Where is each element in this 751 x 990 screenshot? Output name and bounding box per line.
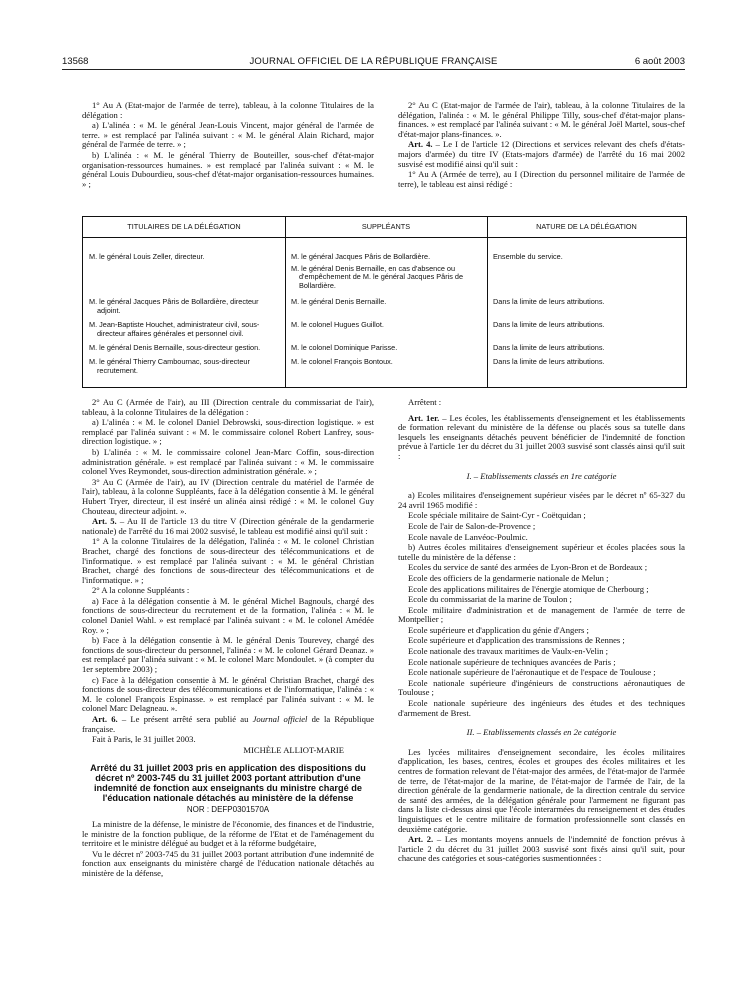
issue-date: 6 août 2003: [634, 56, 685, 67]
list-item: Ecole nationale supérieure de l'aéronautique et de l'espace de Toulouse ;: [408, 667, 656, 678]
cell-suppleants: [291, 358, 483, 370]
suppleant: M. le général Denis Bernaille.: [291, 297, 387, 306]
paragraph: Vu le décret nº 2003-745 du 31 juillet 2003 portant attribution d'une indemnité de fonction aux enseignants du ministère chargé de l'éducation nationale détachés au ministère de la défense,: [82, 848, 374, 878]
list-item: Ecole des officiers de la gendarmerie nationale de Melun ;: [408, 572, 609, 583]
paragraph: 1° Au A (Armée de terre), au I (Direction du personnel militaire de l'armée de terre), le tableau est ainsi rédigé :: [398, 169, 685, 189]
top-right-column: [398, 101, 685, 190]
article-text: – Au II de l'article 13 du titre V (Direction générale de la gendarmerie nationale) de l'arrêté du 16 mai 2002 susvisé, le tableau est modifié ainsi qu'il suit :: [82, 516, 374, 536]
cell-suppleants: [291, 253, 483, 293]
list-item: Ecoles du service de santé des armées de Lyon-Bron et de Bordeaux ;: [408, 562, 648, 573]
list-item: Ecole du commissariat de la marine de Toulon ;: [408, 594, 572, 605]
cell-suppleants: [291, 298, 483, 310]
paragraph: a) Face à la délégation consentie à M. le général Michel Bagnouls, chargé des fonctions de sous-directeur du recrutement et de la formation, l'alinéa : « M. le colonel Daniel Wahl. » est remplacé par l'alinéa suivant : « M. le colonel Amédée Roy. » ;: [82, 595, 374, 635]
nor-reference: NOR : DEFP0301570A: [186, 805, 270, 815]
table-row: [89, 253, 281, 265]
paragraph: 1° Au A (Etat-major de l'armée de terre), tableau, à la colonne Titulaires de la délégation :: [82, 100, 374, 120]
list-item: Ecole de l'air de Salon-de-Provence ;: [408, 520, 536, 531]
article-text: de la République française.: [82, 714, 375, 734]
list-item: Ecole militaire d'administration et de management de l'armée de terre de Montpellier ;: [398, 604, 685, 625]
paragraph: La ministre de la défense, le ministre de l'économie, des finances et de l'industrie, le ministre de la fonction publique, de la réforme de l'Etat et de l'aménagement du territoire et le ministre délégué au budget et à la réforme budgétaire,: [82, 818, 374, 849]
nature: Ensemble du service.: [493, 252, 563, 261]
paragraph: a) Ecoles militaires d'enseignement supérieur visées par le décret nº 65-327 du 24 avril 1965 modifié :: [398, 490, 685, 510]
nature: Dans la limite de leurs attributions.: [493, 320, 605, 329]
arretent: Arrêtent :: [408, 397, 442, 407]
table-header-nature: NATURE DE LA DÉLÉGATION: [487, 217, 686, 238]
column-divider: [285, 217, 286, 387]
list-item: Ecole navale de Lanvéoc-Poulmic.: [408, 531, 528, 542]
cell-nature: [493, 298, 681, 310]
suppleant: M. le colonel Dominique Parisse.: [291, 343, 398, 352]
paragraph: a) L'alinéa : « M. le colonel Daniel Debrowski, sous-direction logistique. » est remplacé par l'alinéa suivant : « M. le commissaire colonel Robert Lanfrey, sous-direction logistique. » ;: [82, 417, 374, 447]
paragraph: 2° Au C (Etat-major de l'armée de l'air), tableau, à la colonne Titulaires de la délégation, l'alinéa : « M. le général Philippe Tilly, sous-chef d'état-major plans-finances. » est remplacé par l'alinéa suivant : « M. le général Joël Martel, sous-chef d'état-major plans-finances. ».: [398, 100, 685, 139]
cell-titulaire: M. le général Thierry Cambournac, sous-directeur recrutement.: [89, 357, 250, 375]
nature: Dans la limite de leurs attributions.: [493, 343, 605, 352]
cell-titulaire: M. le général Louis Zeller, directeur.: [89, 252, 205, 261]
table-row: [89, 298, 281, 318]
list-item: Ecole nationale supérieure de techniques avancées de Paris ;: [408, 656, 616, 667]
column-divider: [487, 217, 488, 387]
list-item: Ecole supérieure et d'application du génie d'Angers ;: [408, 624, 589, 635]
paragraph: b) Autres écoles militaires d'enseignement supérieur et écoles placées sous la tutelle du ministère de la défense :: [398, 542, 685, 562]
decree-title: Arrêté du 31 juillet 2003 pris en application des dispositions du décret nº 2003-745 du 31 juillet 2003 portant attribution d'une indemnité de fonction aux enseignants du ministre chargé de l'éducation nationale détachés au ministère de la défense: [90, 763, 366, 804]
section-heading-1: I. – Etablissements classés en 1re catégorie: [466, 470, 617, 481]
journal-title: JOURNAL OFFICIEL DE LA RÉPUBLIQUE FRANÇAISE: [249, 56, 498, 67]
suppleant: M. le colonel François Bontoux.: [291, 357, 393, 366]
bottom-right-column: [398, 398, 685, 865]
table-header-suppleants: SUPPLÉANTS: [285, 217, 487, 238]
nature: Dans la limite de leurs attributions.: [493, 357, 605, 366]
suppleant: M. le colonel Hugues Guillot.: [291, 320, 384, 329]
article-label: Art. 2.: [408, 834, 434, 845]
article-label: Art. 4.: [408, 139, 433, 150]
article-1: [398, 414, 685, 462]
nature: Dans la limite de leurs attributions.: [493, 297, 605, 306]
paragraph: Les lycées militaires d'enseignement secondaire, les écoles militaires d'application, les bases, centres, écoles et groupes des écoles militaires et les centres de formation relevant de l'état-major des armées, de l'état-major de l'armée de terre, de l'état-major de la marine, de l'état-major de l'armée de l'air, de la direction générale de la gendarmerie nationale, de la direction centrale du service de santé des armées, de la délégation générale pour l'armement ne figurant pas dans la liste ci-dessus ainsi que l'école interarmées du renseignement et des études linguistiques et le centre militaire de formation professionnelle sont classés en deuxième catégorie.: [398, 746, 685, 834]
cell-nature: [493, 358, 681, 370]
list-item: Ecole nationale supérieure des ingénieurs des études et des techniques d'armement de Brest.: [398, 698, 685, 718]
signature: MICHÈLE ALLIOT-MARIE: [243, 744, 344, 755]
section-heading-2: II. – Etablissements classés en 2e catégorie: [466, 727, 617, 738]
journal-officiel-ref: Journal officiel: [252, 714, 308, 724]
table-row: [89, 358, 281, 378]
cell-nature: [493, 321, 681, 333]
paragraph: 2° A la colonne Suppléants :: [92, 585, 190, 596]
article-6: [82, 715, 374, 734]
list-item: Ecole nationale des travaux maritimes de Vaulx-en-Velin ;: [408, 646, 609, 657]
cell-titulaire: M. Jean-Baptiste Houchet, administrateur civil, sous-directeur affaires générales et personnel civil.: [89, 320, 260, 338]
article-2: [398, 835, 685, 864]
header-rule: [62, 69, 685, 70]
table-header-titulaires: TITULAIRES DE LA DÉLÉGATION: [83, 217, 285, 238]
article-5: [82, 517, 374, 536]
paragraph: c) Face à la délégation consentie à M. le général Christian Brachet, chargé des fonctions de sous-directeur des télécommunications et de l'informatique, l'alinéa : « M. le colonel François Espinasse. » est remplacé par l'alinéa suivant : « M. le colonel Marc Delagneau. ».: [82, 674, 374, 714]
article-text: – Le présent arrêté sera publié au: [117, 714, 253, 724]
cell-titulaire: M. le général Jacques Pâris de Bollardière, directeur adjoint.: [89, 297, 259, 315]
bottom-left-column: [82, 398, 374, 880]
page-number: 13568: [62, 56, 89, 67]
article-text: – Les montants moyens annuels de l'indemnité de fonction prévus à l'article 2 du décret du 31 juillet 2003 susvisé sont fixés ainsi qu'il suit, pour chacune des catégories et sous-catégories susmentionnées :: [398, 834, 685, 864]
list-item: Ecole spéciale militaire de Saint-Cyr - Coëtquidan ;: [408, 510, 586, 521]
table-row: [89, 344, 281, 356]
page-header: [62, 56, 685, 70]
article-text: – Le I de l'article 12 (Directions et services relevant des chefs d'états-majors d'armée) du titre IV (Etats-majors d'armée) de l'arrêté du 16 mai 2002 susvisé est modifié ainsi qu'il suit :: [398, 139, 685, 169]
article-label: Art. 6.: [92, 714, 118, 724]
cell-suppleants: [291, 321, 483, 333]
list-item: Ecole supérieure et d'application des transmissions de Rennes ;: [408, 635, 625, 646]
article-label: Art. 1er.: [408, 412, 440, 423]
cell-nature: [493, 344, 681, 356]
article-text: – Les écoles, les établissements d'enseignement et les établissements de formation relevant du ministère de la défense ou placés sous sa tutelle dans lesquels les enseignants détachés peuvent bénéficier de l'indemnité de fonction prévue à l'article 1er du décret du 31 juillet 2003 susvisé sont classés ainsi qu'il suit :: [398, 412, 685, 461]
cell-nature: [493, 253, 681, 265]
suppleant: M. le général Denis Bernaille, en cas d'absence ou d'empêchement de M. le général Jacques Pâris de Bollardière.: [291, 263, 464, 290]
paragraph: 3° Au C (Armée de l'air), au IV (Direction centrale du matériel de l'armée de l'air), tableau, à la colonne Suppléants, face à la délégation consentie à M. le général Hubert Tryer, directeur, il est inséré un alinéa ainsi rédigé : « M. le colonel Guy Chouteau, directeur adjoint. ».: [82, 476, 374, 516]
article-label: Art. 5.: [92, 516, 117, 527]
paragraph: b) L'alinéa : « M. le général Thierry de Bouteiller, sous-chef d'état-major organisation-ressources humaines. » est remplacé par l'alinéa suivant : « M. le général Louis Dubourdieu, sous-chef d'état-major organisation-ressources humaines. » ;: [82, 149, 374, 189]
suppleant: M. le général Jacques Pâris de Bollardière.: [291, 252, 431, 261]
delegation-table: [82, 216, 687, 388]
paragraph: 2° Au C (Armée de l'air), au III (Direction centrale du commissariat de l'air), tableau, à la colonne Titulaires de la délégation :: [82, 397, 374, 417]
article-4: [398, 140, 685, 169]
list-item: Ecole des applications militaires de l'énergie atomique de Cherbourg ;: [408, 583, 649, 594]
paragraph: 1° A la colonne Titulaires de la délégation, l'alinéa : « M. le colonel Christian Brachet, chargé des fonctions de sous-directeur des télécommunications et de l'informatique. » est remplacé par l'alinéa suivant : « M. le général Christian Brachet, chargé des fonctions de sous-directeur des télécommunications et de l'informatique. » ;: [82, 536, 374, 585]
paragraph: b) Face à la délégation consentie à M. le général Denis Tourevey, chargé des fonctions de sous-directeur du personnel, l'alinéa : « M. le colonel Gérard Deanaz. » est remplacé par l'alinéa suivant : « M. le colonel Marc Mondoulet. » (à compter du 1er septembre 2003) ;: [82, 635, 374, 675]
table-row: [89, 321, 281, 341]
top-left-column: [82, 101, 374, 190]
list-item: Ecole nationale supérieure d'ingénieurs de constructions aéronautiques de Toulouse ;: [398, 677, 685, 698]
paragraph: a) L'alinéa : « M. le général Jean-Louis Vincent, major général de l'armée de terre. » est remplacé par l'alinéa suivant : « M. le général Alain Richard, major général de l'armée de terre. » ;: [82, 120, 374, 150]
cell-titulaire: M. le général Denis Bernaille, sous-directeur gestion.: [89, 343, 261, 352]
fait-a-paris: Fait à Paris, le 31 juillet 2003.: [92, 734, 196, 745]
paragraph: b) L'alinéa : « M. le commissaire colonel Jean-Marc Coffin, sous-direction administration générale. » est remplacé par l'alinéa suivant : « M. le commissaire colonel Yves Reymondet, sous-direction administration générale. » ;: [82, 446, 374, 477]
cell-suppleants: [291, 344, 483, 356]
